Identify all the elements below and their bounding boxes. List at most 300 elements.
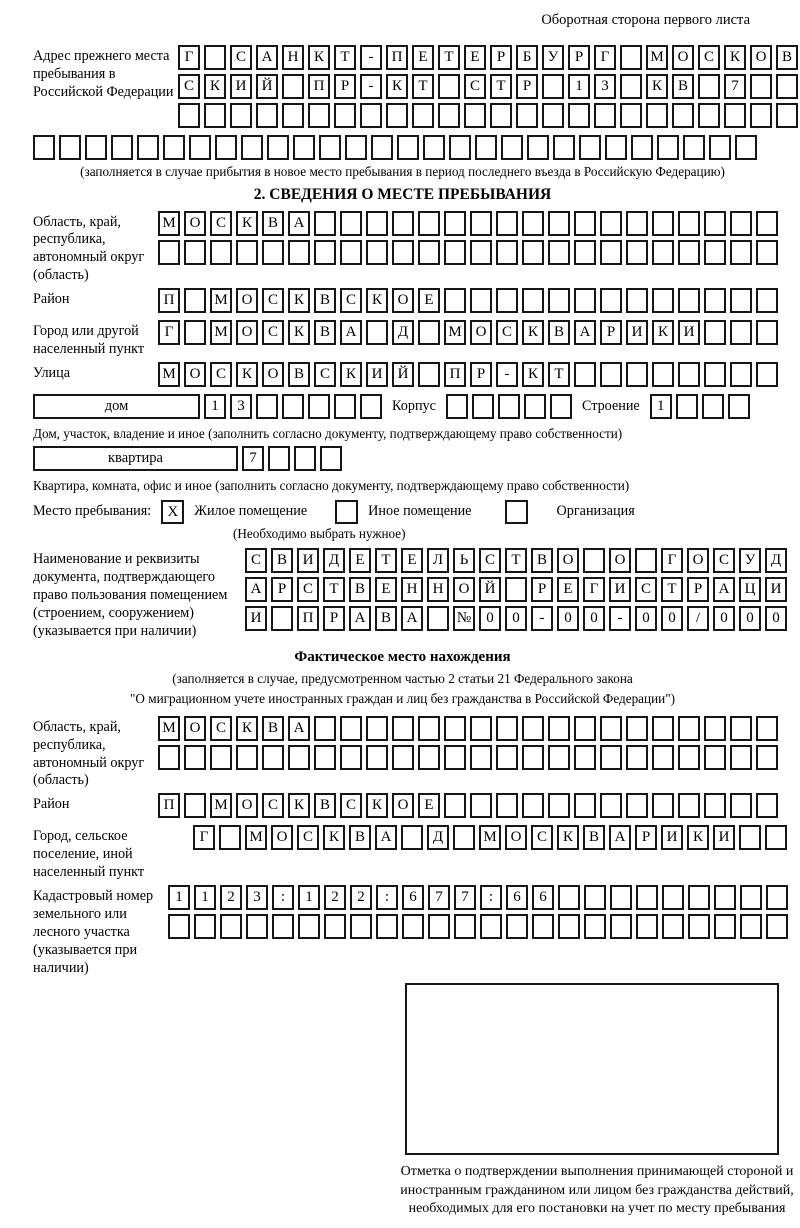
char-cell[interactable]	[498, 394, 520, 419]
char-cell[interactable]: П	[297, 606, 319, 631]
char-cell[interactable]	[756, 240, 778, 265]
char-cell[interactable]: О	[557, 548, 579, 573]
char-cell[interactable]: 6	[532, 885, 554, 910]
char-cell[interactable]: С	[531, 825, 553, 850]
char-cell[interactable]	[366, 745, 388, 770]
char-cell[interactable]: А	[574, 320, 596, 345]
char-cell[interactable]: Р	[568, 45, 590, 70]
char-cell[interactable]	[320, 446, 342, 471]
char-cell[interactable]: Т	[323, 577, 345, 602]
char-cell[interactable]	[496, 288, 518, 313]
char-cell[interactable]	[267, 135, 289, 160]
char-cell[interactable]	[652, 745, 674, 770]
char-cell[interactable]: -	[531, 606, 553, 631]
char-cell[interactable]	[605, 135, 627, 160]
char-cell[interactable]	[470, 240, 492, 265]
char-cell[interactable]: 1	[298, 885, 320, 910]
char-cell[interactable]	[470, 288, 492, 313]
char-cell[interactable]: А	[713, 577, 735, 602]
char-cell[interactable]: К	[236, 211, 258, 236]
char-cell[interactable]	[163, 135, 185, 160]
char-cell[interactable]: В	[548, 320, 570, 345]
char-cell[interactable]	[268, 446, 290, 471]
char-cell[interactable]	[657, 135, 679, 160]
char-cell[interactable]: Т	[661, 577, 683, 602]
char-cell[interactable]	[766, 914, 788, 939]
char-cell[interactable]	[496, 240, 518, 265]
char-cell[interactable]: С	[262, 288, 284, 313]
char-cell[interactable]: С	[314, 362, 336, 387]
char-cell[interactable]	[730, 362, 752, 387]
char-cell[interactable]	[756, 362, 778, 387]
char-cell[interactable]	[776, 74, 798, 99]
char-cell[interactable]: Г	[594, 45, 616, 70]
char-cell[interactable]	[678, 288, 700, 313]
char-cell[interactable]: К	[522, 320, 544, 345]
char-cell[interactable]: Л	[427, 548, 449, 573]
char-cell[interactable]	[397, 135, 419, 160]
char-cell[interactable]: О	[236, 320, 258, 345]
char-cell[interactable]	[158, 745, 180, 770]
char-cell[interactable]	[548, 716, 570, 741]
char-cell[interactable]	[470, 745, 492, 770]
char-cell[interactable]: Т	[505, 548, 527, 573]
char-cell[interactable]: И	[297, 548, 319, 573]
char-cell[interactable]	[756, 793, 778, 818]
char-cell[interactable]	[184, 745, 206, 770]
char-cell[interactable]	[756, 745, 778, 770]
char-cell[interactable]	[402, 914, 424, 939]
char-cell[interactable]: В	[288, 362, 310, 387]
char-cell[interactable]: И	[713, 825, 735, 850]
char-cell[interactable]: О	[184, 211, 206, 236]
char-cell[interactable]	[635, 548, 657, 573]
char-cell[interactable]: 7	[242, 446, 264, 471]
char-cell[interactable]: 0	[765, 606, 787, 631]
char-cell[interactable]	[724, 103, 746, 128]
char-cell[interactable]	[524, 394, 546, 419]
char-cell[interactable]: О	[687, 548, 709, 573]
char-cell[interactable]	[438, 103, 460, 128]
char-cell[interactable]	[730, 745, 752, 770]
char-cell[interactable]	[756, 288, 778, 313]
char-cell[interactable]: О	[672, 45, 694, 70]
char-cell[interactable]: Н	[282, 45, 304, 70]
char-cell[interactable]: Е	[401, 548, 423, 573]
char-cell[interactable]: Ь	[453, 548, 475, 573]
char-cell[interactable]: О	[470, 320, 492, 345]
char-cell[interactable]	[314, 211, 336, 236]
char-cell[interactable]	[345, 135, 367, 160]
char-cell[interactable]	[438, 74, 460, 99]
char-cell[interactable]	[288, 240, 310, 265]
char-cell[interactable]: К	[646, 74, 668, 99]
char-cell[interactable]	[688, 914, 710, 939]
char-cell[interactable]	[750, 103, 772, 128]
char-cell[interactable]	[366, 320, 388, 345]
char-cell[interactable]: Р	[490, 45, 512, 70]
char-cell[interactable]	[542, 103, 564, 128]
char-cell[interactable]	[730, 716, 752, 741]
char-cell[interactable]	[288, 745, 310, 770]
char-cell[interactable]: С	[210, 716, 232, 741]
char-cell[interactable]: О	[271, 825, 293, 850]
char-cell[interactable]: 1	[650, 394, 672, 419]
char-cell[interactable]: Е	[557, 577, 579, 602]
char-cell[interactable]: 1	[568, 74, 590, 99]
char-cell[interactable]: В	[314, 320, 336, 345]
char-cell[interactable]: Т	[490, 74, 512, 99]
char-cell[interactable]: Е	[375, 577, 397, 602]
char-cell[interactable]: С	[210, 362, 232, 387]
char-cell[interactable]	[522, 745, 544, 770]
char-cell[interactable]: Т	[548, 362, 570, 387]
char-cell[interactable]: Р	[271, 577, 293, 602]
char-cell[interactable]	[219, 825, 241, 850]
char-cell[interactable]	[730, 288, 752, 313]
char-cell[interactable]: Д	[427, 825, 449, 850]
char-cell[interactable]	[683, 135, 705, 160]
char-cell[interactable]	[579, 135, 601, 160]
char-cell[interactable]: С	[230, 45, 252, 70]
char-cell[interactable]	[678, 716, 700, 741]
char-cell[interactable]	[366, 716, 388, 741]
char-cell[interactable]: Й	[479, 577, 501, 602]
char-cell[interactable]: А	[609, 825, 631, 850]
char-cell[interactable]	[444, 793, 466, 818]
char-cell[interactable]: В	[271, 548, 293, 573]
char-cell[interactable]: 7	[428, 885, 450, 910]
char-cell[interactable]	[730, 211, 752, 236]
char-cell[interactable]	[210, 745, 232, 770]
char-cell[interactable]: Р	[531, 577, 553, 602]
char-cell[interactable]: У	[739, 548, 761, 573]
char-cell[interactable]	[33, 135, 55, 160]
char-cell[interactable]	[610, 885, 632, 910]
char-cell[interactable]	[516, 103, 538, 128]
char-cell[interactable]: Д	[392, 320, 414, 345]
char-cell[interactable]	[256, 103, 278, 128]
char-cell[interactable]	[472, 394, 494, 419]
char-cell[interactable]	[340, 716, 362, 741]
char-cell[interactable]	[600, 793, 622, 818]
char-cell[interactable]: М	[646, 45, 668, 70]
char-cell[interactable]: Р	[600, 320, 622, 345]
char-cell[interactable]	[111, 135, 133, 160]
char-cell[interactable]	[662, 885, 684, 910]
char-cell[interactable]: Р	[516, 74, 538, 99]
char-cell[interactable]: 3	[594, 74, 616, 99]
char-cell[interactable]	[550, 394, 572, 419]
char-cell[interactable]	[392, 211, 414, 236]
char-cell[interactable]: С	[178, 74, 200, 99]
char-cell[interactable]	[204, 103, 226, 128]
char-cell[interactable]: Р	[323, 606, 345, 631]
char-cell[interactable]	[505, 577, 527, 602]
char-cell[interactable]	[756, 320, 778, 345]
char-cell[interactable]: Т	[412, 74, 434, 99]
char-cell[interactable]: 6	[402, 885, 424, 910]
char-cell[interactable]	[496, 793, 518, 818]
char-cell[interactable]	[698, 74, 720, 99]
char-cell[interactable]: С	[262, 320, 284, 345]
char-cell[interactable]: К	[288, 320, 310, 345]
char-cell[interactable]: О	[453, 577, 475, 602]
char-cell[interactable]	[360, 394, 382, 419]
char-cell[interactable]	[704, 716, 726, 741]
char-cell[interactable]: -	[609, 606, 631, 631]
char-cell[interactable]: С	[297, 577, 319, 602]
char-cell[interactable]: О	[184, 716, 206, 741]
char-cell[interactable]	[386, 103, 408, 128]
char-cell[interactable]	[626, 745, 648, 770]
char-cell[interactable]: А	[256, 45, 278, 70]
char-cell[interactable]	[475, 135, 497, 160]
char-cell[interactable]: К	[386, 74, 408, 99]
char-cell[interactable]: К	[522, 362, 544, 387]
char-cell[interactable]	[470, 716, 492, 741]
char-cell[interactable]	[584, 885, 606, 910]
char-cell[interactable]	[412, 103, 434, 128]
char-cell[interactable]: С	[262, 793, 284, 818]
char-cell[interactable]	[678, 362, 700, 387]
char-cell[interactable]	[246, 914, 268, 939]
char-cell[interactable]: И	[678, 320, 700, 345]
char-cell[interactable]: А	[288, 716, 310, 741]
char-cell[interactable]: 3	[246, 885, 268, 910]
char-cell[interactable]: С	[713, 548, 735, 573]
char-cell[interactable]: И	[609, 577, 631, 602]
char-cell[interactable]: С	[479, 548, 501, 573]
char-cell[interactable]	[314, 240, 336, 265]
char-cell[interactable]	[314, 716, 336, 741]
char-cell[interactable]: М	[210, 320, 232, 345]
char-cell[interactable]	[184, 793, 206, 818]
char-cell[interactable]: В	[776, 45, 798, 70]
char-cell[interactable]	[178, 103, 200, 128]
char-cell[interactable]	[496, 716, 518, 741]
char-cell[interactable]	[522, 211, 544, 236]
char-cell[interactable]: П	[386, 45, 408, 70]
char-cell[interactable]	[418, 716, 440, 741]
char-cell[interactable]	[340, 240, 362, 265]
char-cell[interactable]	[652, 362, 674, 387]
char-cell[interactable]: -	[360, 45, 382, 70]
char-cell[interactable]	[308, 103, 330, 128]
char-cell[interactable]	[730, 320, 752, 345]
char-cell[interactable]	[522, 716, 544, 741]
char-cell[interactable]	[574, 745, 596, 770]
char-cell[interactable]: Д	[765, 548, 787, 573]
char-cell[interactable]: Е	[464, 45, 486, 70]
char-cell[interactable]: К	[288, 793, 310, 818]
char-cell[interactable]: Е	[418, 288, 440, 313]
char-cell[interactable]: С	[698, 45, 720, 70]
char-cell[interactable]	[527, 135, 549, 160]
char-cell[interactable]	[600, 288, 622, 313]
char-cell[interactable]	[522, 240, 544, 265]
char-cell[interactable]: 0	[557, 606, 579, 631]
char-cell[interactable]: Б	[516, 45, 538, 70]
char-cell[interactable]	[532, 914, 554, 939]
char-cell[interactable]: -	[360, 74, 382, 99]
char-cell[interactable]	[636, 914, 658, 939]
char-cell[interactable]: О	[392, 288, 414, 313]
char-cell[interactable]	[194, 914, 216, 939]
char-cell[interactable]	[652, 716, 674, 741]
char-cell[interactable]: С	[635, 577, 657, 602]
char-cell[interactable]	[735, 135, 757, 160]
char-cell[interactable]	[184, 320, 206, 345]
char-cell[interactable]	[453, 825, 475, 850]
char-cell[interactable]: К	[366, 288, 388, 313]
char-cell[interactable]	[548, 288, 570, 313]
char-cell[interactable]	[241, 135, 263, 160]
char-cell[interactable]: М	[245, 825, 267, 850]
char-cell[interactable]: №	[453, 606, 475, 631]
char-cell[interactable]	[568, 103, 590, 128]
char-cell[interactable]: О	[236, 793, 258, 818]
char-cell[interactable]	[371, 135, 393, 160]
char-cell[interactable]: Г	[178, 45, 200, 70]
char-cell[interactable]: К	[366, 793, 388, 818]
char-cell[interactable]	[427, 606, 449, 631]
char-cell[interactable]: Й	[392, 362, 414, 387]
char-cell[interactable]: М	[479, 825, 501, 850]
char-cell[interactable]	[702, 394, 724, 419]
char-cell[interactable]	[319, 135, 341, 160]
char-cell[interactable]	[522, 793, 544, 818]
char-cell[interactable]	[444, 240, 466, 265]
char-cell[interactable]: -	[496, 362, 518, 387]
char-cell[interactable]: Т	[334, 45, 356, 70]
stay-type-other-premises-checkbox[interactable]	[335, 500, 358, 524]
char-cell[interactable]	[423, 135, 445, 160]
char-cell[interactable]	[620, 74, 642, 99]
char-cell[interactable]: 7	[454, 885, 476, 910]
char-cell[interactable]	[522, 288, 544, 313]
char-cell[interactable]	[740, 885, 762, 910]
char-cell[interactable]	[444, 211, 466, 236]
char-cell[interactable]: К	[724, 45, 746, 70]
char-cell[interactable]	[444, 716, 466, 741]
char-cell[interactable]	[728, 394, 750, 419]
char-cell[interactable]	[739, 825, 761, 850]
char-cell[interactable]	[620, 103, 642, 128]
char-cell[interactable]: О	[750, 45, 772, 70]
char-cell[interactable]	[501, 135, 523, 160]
char-cell[interactable]	[298, 914, 320, 939]
char-cell[interactable]	[418, 320, 440, 345]
char-cell[interactable]: В	[531, 548, 553, 573]
stay-type-organization-checkbox[interactable]	[505, 500, 528, 524]
char-cell[interactable]: А	[288, 211, 310, 236]
char-cell[interactable]: О	[505, 825, 527, 850]
char-cell[interactable]	[282, 74, 304, 99]
char-cell[interactable]	[740, 914, 762, 939]
char-cell[interactable]	[636, 885, 658, 910]
char-cell[interactable]	[366, 240, 388, 265]
char-cell[interactable]: Р	[687, 577, 709, 602]
char-cell[interactable]	[676, 394, 698, 419]
char-cell[interactable]	[652, 288, 674, 313]
char-cell[interactable]	[496, 745, 518, 770]
char-cell[interactable]	[600, 211, 622, 236]
char-cell[interactable]: Е	[412, 45, 434, 70]
char-cell[interactable]: К	[652, 320, 674, 345]
char-cell[interactable]: С	[340, 288, 362, 313]
char-cell[interactable]	[574, 288, 596, 313]
char-cell[interactable]: О	[184, 362, 206, 387]
char-cell[interactable]: 0	[505, 606, 527, 631]
char-cell[interactable]	[360, 103, 382, 128]
char-cell[interactable]: П	[158, 288, 180, 313]
char-cell[interactable]	[506, 914, 528, 939]
char-cell[interactable]	[553, 135, 575, 160]
char-cell[interactable]	[418, 745, 440, 770]
char-cell[interactable]: 6	[506, 885, 528, 910]
char-cell[interactable]	[236, 240, 258, 265]
char-cell[interactable]	[678, 745, 700, 770]
char-cell[interactable]	[314, 745, 336, 770]
char-cell[interactable]	[446, 394, 468, 419]
char-cell[interactable]: 0	[739, 606, 761, 631]
char-cell[interactable]: Е	[349, 548, 371, 573]
char-cell[interactable]	[756, 716, 778, 741]
char-cell[interactable]	[714, 885, 736, 910]
char-cell[interactable]	[262, 240, 284, 265]
char-cell[interactable]: Г	[193, 825, 215, 850]
char-cell[interactable]: Г	[583, 577, 605, 602]
char-cell[interactable]	[271, 606, 293, 631]
char-cell[interactable]	[600, 362, 622, 387]
char-cell[interactable]: С	[297, 825, 319, 850]
char-cell[interactable]	[184, 288, 206, 313]
char-cell[interactable]	[620, 45, 642, 70]
char-cell[interactable]	[756, 211, 778, 236]
char-cell[interactable]	[204, 45, 226, 70]
char-cell[interactable]	[574, 716, 596, 741]
char-cell[interactable]	[282, 394, 304, 419]
char-cell[interactable]	[704, 745, 726, 770]
char-cell[interactable]: 3	[230, 394, 252, 419]
char-cell[interactable]	[600, 240, 622, 265]
char-cell[interactable]	[454, 914, 476, 939]
char-cell[interactable]	[418, 362, 440, 387]
char-cell[interactable]: И	[765, 577, 787, 602]
char-cell[interactable]: М	[444, 320, 466, 345]
char-cell[interactable]	[646, 103, 668, 128]
char-cell[interactable]: М	[158, 211, 180, 236]
char-cell[interactable]	[626, 716, 648, 741]
char-cell[interactable]	[678, 240, 700, 265]
char-cell[interactable]: 0	[479, 606, 501, 631]
char-cell[interactable]: Г	[661, 548, 683, 573]
char-cell[interactable]: В	[672, 74, 694, 99]
char-cell[interactable]	[542, 74, 564, 99]
char-cell[interactable]	[376, 914, 398, 939]
char-cell[interactable]: М	[210, 288, 232, 313]
char-cell[interactable]: Т	[375, 548, 397, 573]
char-cell[interactable]	[340, 745, 362, 770]
char-cell[interactable]: В	[583, 825, 605, 850]
char-cell[interactable]: 0	[713, 606, 735, 631]
char-cell[interactable]: А	[349, 606, 371, 631]
char-cell[interactable]: В	[314, 793, 336, 818]
char-cell[interactable]: /	[687, 606, 709, 631]
char-cell[interactable]: :	[272, 885, 294, 910]
char-cell[interactable]	[464, 103, 486, 128]
